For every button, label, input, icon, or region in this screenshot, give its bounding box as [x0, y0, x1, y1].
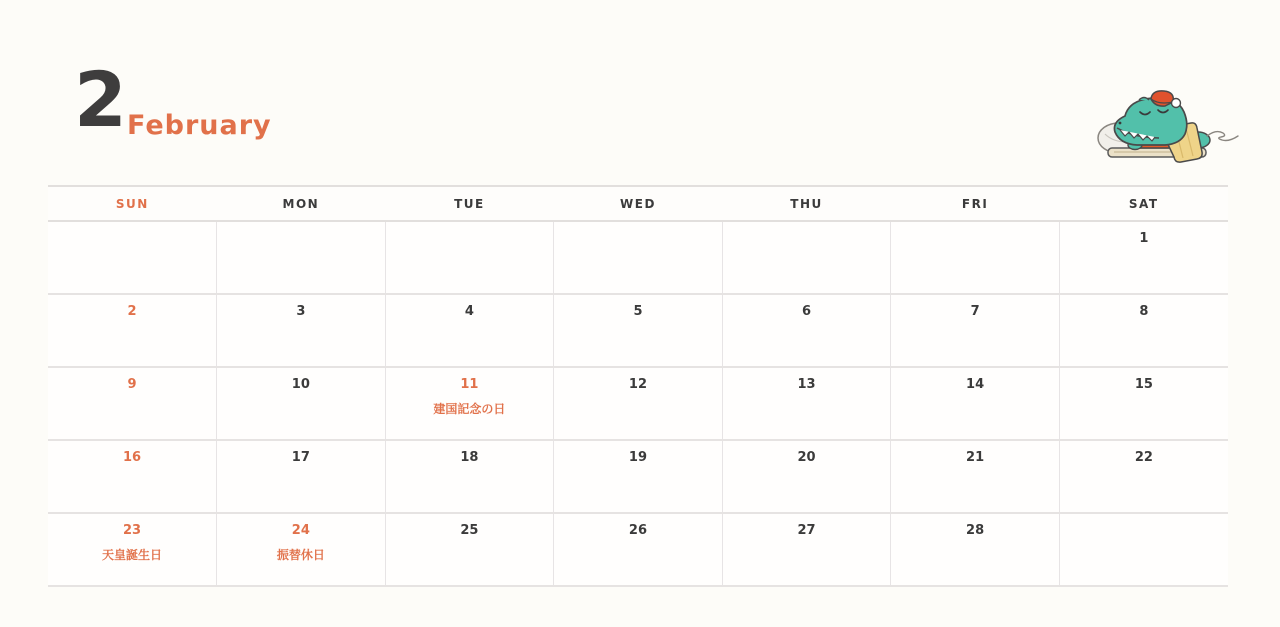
day-number — [1060, 523, 1228, 539]
weekday-header-mon: MON — [217, 186, 386, 221]
day-number: 21 — [966, 450, 985, 465]
day-cell-19[interactable] — [554, 440, 723, 513]
nightcap-icon — [1151, 91, 1181, 108]
day-cell-10[interactable] — [217, 367, 386, 440]
day-cell-20[interactable] — [722, 440, 891, 513]
day-cell-empty[interactable] — [217, 221, 386, 294]
weekday-header-sat: SAT — [1059, 186, 1228, 221]
day-number — [48, 231, 216, 247]
day-cell-1[interactable] — [1059, 221, 1228, 294]
calendar-table — [48, 185, 1228, 587]
weekday-header-wed: WED — [554, 186, 723, 221]
weekday-header-fri: FRI — [891, 186, 1060, 221]
holiday-label: 天皇誕生日 — [102, 548, 163, 562]
day-number: 13 — [797, 377, 816, 392]
day-number: 28 — [966, 523, 985, 538]
holiday-label: 建国記念の日 — [433, 402, 506, 416]
day-cell-28[interactable] — [891, 513, 1060, 586]
day-number: 11 — [460, 377, 479, 392]
day-cell-21[interactable] — [891, 440, 1060, 513]
day-number: 4 — [464, 304, 474, 319]
day-number: 16 — [122, 450, 142, 465]
day-cell-3[interactable] — [217, 294, 386, 367]
day-number: 7 — [970, 304, 980, 319]
day-number: 5 — [633, 304, 643, 319]
day-cell-empty[interactable] — [722, 221, 891, 294]
day-number: 2 — [127, 304, 137, 319]
day-number: 27 — [797, 523, 816, 538]
day-cell-15[interactable] — [1059, 367, 1228, 440]
weekday-header-row — [48, 186, 1228, 221]
day-cell-17[interactable] — [217, 440, 386, 513]
week-row-1 — [48, 221, 1228, 294]
day-number: 14 — [966, 377, 985, 392]
day-number: 9 — [127, 377, 137, 392]
day-number: 25 — [460, 523, 479, 538]
day-cell-empty[interactable] — [891, 221, 1060, 294]
day-cell-18[interactable] — [385, 440, 554, 513]
day-number: 26 — [628, 523, 648, 538]
week-row-5 — [48, 513, 1228, 586]
snore-squiggle-icon — [1207, 132, 1238, 141]
day-cell-empty[interactable] — [1059, 513, 1228, 586]
day-cell-22[interactable] — [1059, 440, 1228, 513]
day-cell-16[interactable] — [48, 440, 217, 513]
day-cell-8[interactable] — [1059, 294, 1228, 367]
day-number: 10 — [291, 377, 310, 392]
day-cell-25[interactable] — [385, 513, 554, 586]
day-number: 8 — [1139, 304, 1149, 319]
day-cell-empty[interactable] — [48, 221, 217, 294]
day-cell-23[interactable] — [48, 513, 217, 586]
day-cell-empty[interactable] — [554, 221, 723, 294]
day-cell-26[interactable] — [554, 513, 723, 586]
day-number — [723, 231, 891, 247]
day-number: 3 — [296, 304, 306, 319]
day-cell-24[interactable] — [217, 513, 386, 586]
month-number: 2 — [74, 55, 125, 144]
day-number: 12 — [628, 377, 648, 392]
day-number: 23 — [122, 523, 142, 538]
weekday-header-thu: THU — [722, 186, 891, 221]
day-cell-5[interactable] — [554, 294, 723, 367]
calendar-header — [0, 0, 1280, 185]
day-number: 22 — [1134, 450, 1153, 465]
day-cell-14[interactable] — [891, 367, 1060, 440]
month-name: February — [127, 110, 272, 141]
weekday-header-sun: SUN — [48, 186, 217, 221]
day-cell-7[interactable] — [891, 294, 1060, 367]
day-number: 18 — [460, 450, 479, 465]
day-cell-2[interactable] — [48, 294, 217, 367]
week-row-2 — [48, 294, 1228, 367]
day-cell-27[interactable] — [722, 513, 891, 586]
day-number — [891, 231, 1059, 247]
day-cell-11[interactable] — [385, 367, 554, 440]
day-cell-13[interactable] — [722, 367, 891, 440]
sleeping-crocodile-illustration — [1095, 90, 1240, 178]
day-number: 6 — [802, 304, 812, 319]
day-cell-4[interactable] — [385, 294, 554, 367]
weekday-header-tue: TUE — [385, 186, 554, 221]
week-row-4 — [48, 440, 1228, 513]
day-number: 17 — [291, 450, 310, 465]
day-cell-12[interactable] — [554, 367, 723, 440]
day-cell-9[interactable] — [48, 367, 217, 440]
day-number — [386, 231, 554, 247]
day-number — [217, 231, 385, 247]
day-number: 24 — [291, 523, 310, 538]
day-number: 19 — [628, 450, 648, 465]
day-number — [554, 231, 722, 247]
holiday-label: 振替休日 — [276, 548, 325, 562]
day-number: 1 — [1139, 231, 1149, 246]
week-row-3 — [48, 367, 1228, 440]
day-number: 20 — [797, 450, 816, 465]
day-number: 15 — [1134, 377, 1153, 392]
day-cell-empty[interactable] — [385, 221, 554, 294]
day-cell-6[interactable] — [722, 294, 891, 367]
